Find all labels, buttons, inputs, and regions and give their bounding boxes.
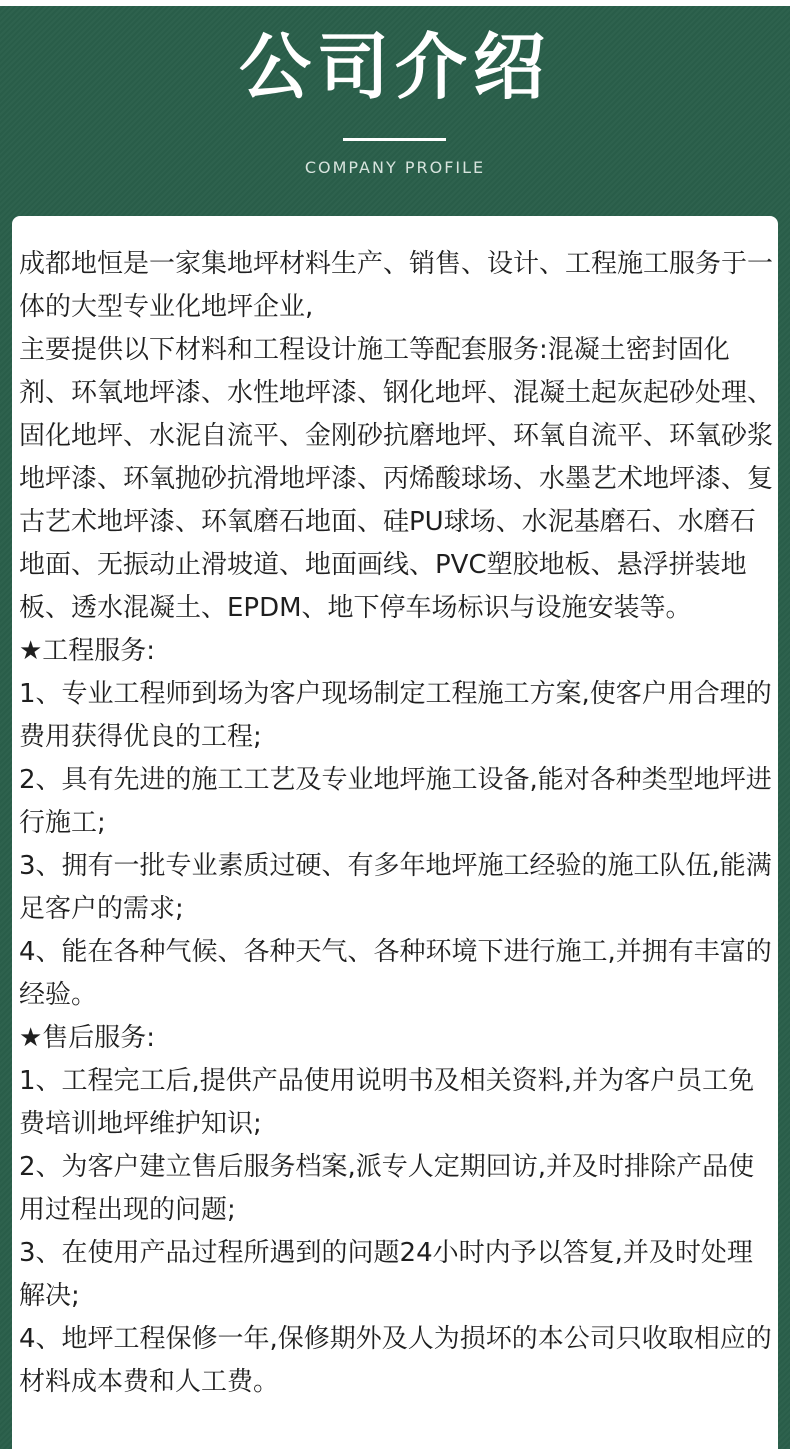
content-paragraph: 主要提供以下材料和工程设计施工等配套服务:混凝土密封固化剂、环氧地坪漆、水性地坪漆、钢化地坪、混凝土起灰起砂处理、固化地坪、水泥自流平、金刚砂抗磨地坪、环氧自流平、环氧砂浆地坪漆、环氧抛砂抗滑地坪漆、丙烯酸球场、水墨艺术地坪漆、复古艺术地坪漆、环氧磨石地面、硅PU球场、水泥基磨石、水磨石地面、无振动止滑坡道、地面画线、PVC塑胶地板、悬浮拼装地板、透水混凝土、EPDM、地下停车场标识与设施安装等。 xyxy=(19,335,774,623)
content-paragraph: 2、为客户建立售后服务档案,派专人定期回访,并及时排除产品使用过程出现的问题; xyxy=(19,1152,755,1225)
content-paragraph: 3、在使用产品过程所遇到的问题24小时内予以答复,并及时处理解决; xyxy=(19,1238,753,1311)
content-paragraph: 2、具有先进的施工工艺及专业地坪施工设备,能对各种类型地坪进行施工; xyxy=(19,765,772,838)
content-list xyxy=(19,243,775,1404)
content-card xyxy=(12,216,778,1449)
content-paragraph: 1、专业工程师到场为客户现场制定工程施工方案,使客户用合理的费用获得优良的工程; xyxy=(19,679,772,752)
content-paragraph: 4、地坪工程保修一年,保修期外及人为损坏的本公司只收取相应的材料成本费和人工费。 xyxy=(19,1324,772,1397)
title-divider xyxy=(343,138,446,141)
content-paragraph: 成都地恒是一家集地坪材料生产、销售、设计、工程施工服务于一体的大型专业化地坪企业, xyxy=(19,249,774,322)
page-subtitle: COMPANY PROFILE xyxy=(304,158,486,177)
content-paragraph: 1、工程完工后,提供产品使用说明书及相关资料,并为客户员工免费培训地坪维护知识; xyxy=(19,1066,755,1139)
section-heading-engineering-service: ★工程服务: xyxy=(19,636,156,666)
company-profile-page xyxy=(0,6,790,1449)
section-heading-after-sales-service: ★售后服务: xyxy=(19,1023,156,1053)
content-paragraph: 4、能在各种气候、各种天气、各种环境下进行施工,并拥有丰富的经验。 xyxy=(19,937,772,1010)
content-paragraph: 3、拥有一批专业素质过硬、有多年地坪施工经验的施工队伍,能满足客户的需求; xyxy=(19,851,772,924)
page-title: 公司介绍 xyxy=(238,25,551,109)
